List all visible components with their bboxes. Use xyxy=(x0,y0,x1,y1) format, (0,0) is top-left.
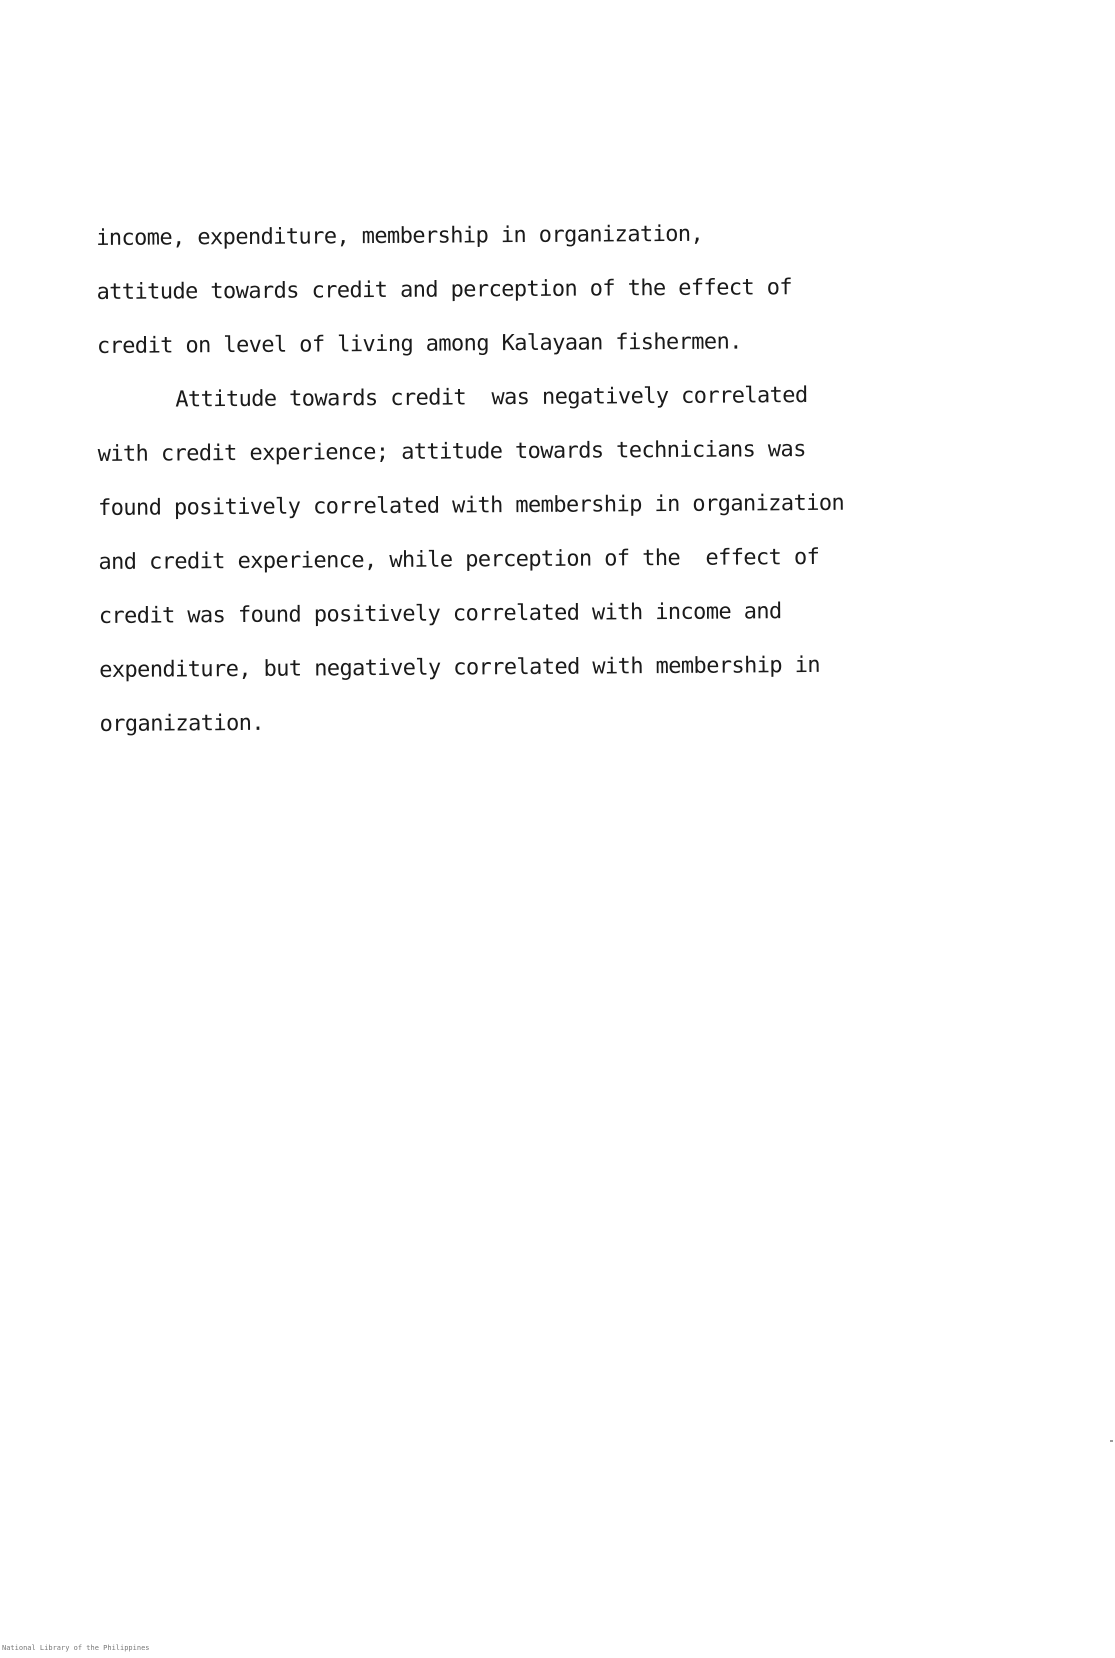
text-line: credit was found positively correlated with income and xyxy=(98,599,782,629)
text-line: organization. xyxy=(99,710,265,737)
text-line: Attitude towards credit was negatively correlated xyxy=(175,383,808,413)
text-line: income, expenditure, membership in organization, xyxy=(96,221,704,251)
body-text xyxy=(96,206,960,752)
text-line: expenditure, but negatively correlated with membership in xyxy=(99,652,821,683)
text-line: with credit experience; attitude towards technicians was xyxy=(97,437,806,467)
text-line: attitude towards credit and perception of the effect of xyxy=(96,275,793,305)
text-line: and credit experience, while perception of the effect of xyxy=(98,544,820,575)
scan-footer: National Library of the Philippines xyxy=(2,1644,150,1652)
text-line: credit on level of living among Kalayaan fishermen. xyxy=(96,329,742,359)
text-line: found positively correlated with membership in organization xyxy=(97,490,845,521)
scan-edge-mark xyxy=(1110,1440,1113,1442)
